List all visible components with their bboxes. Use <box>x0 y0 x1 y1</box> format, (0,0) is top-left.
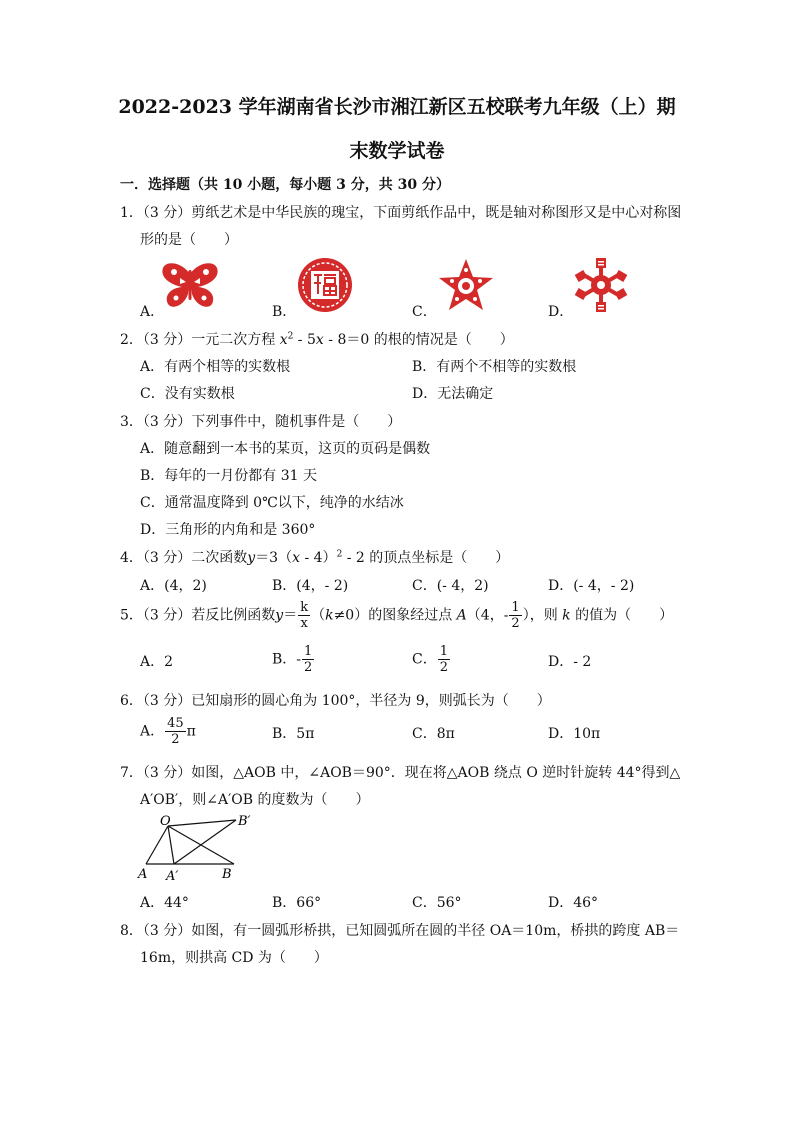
q8-stem-line1: 8．（3 分）如图，有一圆弧形桥拱，已知圆弧所在圆的半径 OA＝10m，桥拱的跨度 AB＝ <box>120 923 680 939</box>
fraction-numerator: 1 <box>511 600 520 615</box>
q8-stem-line2: 16m，则拱高 CD 为（ ） <box>140 950 328 966</box>
q7-stem-line1: 7．（3 分）如图，△AOB 中，∠AOB＝90°．现在将△AOB 绕点 O 逆时针旋转 44°得到△ <box>120 765 681 781</box>
var-k: k <box>562 607 571 624</box>
q5-stem-part: （ <box>311 607 326 624</box>
q5-stem-part: ），则 <box>522 607 563 624</box>
q5-stem <box>120 600 673 631</box>
page-title-line2: 末数学试卷 <box>349 140 445 162</box>
q6-option-b: B．5π <box>272 726 315 742</box>
fraction-half <box>509 600 521 631</box>
q5-stem-part: 5．（3 分）若反比例函数 <box>120 607 276 624</box>
q1-option-b: B． <box>272 304 297 320</box>
fu-seal-papercut-icon <box>296 256 354 314</box>
exponent: 2 <box>336 549 343 560</box>
q1-stem-line1: 1．（3 分）剪纸艺术是中华民族的瑰宝，下面剪纸作品中，既是轴对称图形又是中心对称图 <box>120 205 682 221</box>
exponent: 2 <box>287 331 294 342</box>
q2-option-a: A．有两个相等的实数根 <box>140 359 291 375</box>
fraction-numerator: 1 <box>439 644 448 659</box>
q1-option-c: C． <box>412 304 437 320</box>
q3-option-c: C．通常温度降到 0℃以下，纯净的水结冰 <box>140 495 404 511</box>
q2-stem <box>120 329 514 349</box>
q2-stem-part: - 8＝0 的根的情况是（ ） <box>323 332 514 348</box>
rotation-triangle-diagram <box>132 812 272 880</box>
q5-option-a: A．2 <box>140 654 174 670</box>
fraction-numerator: k <box>300 600 309 615</box>
fraction-45-over-2 <box>165 716 186 747</box>
q4-stem-part: - 2 的顶点坐标是（ ） <box>342 550 510 566</box>
q5-stem-part: 的值为（ ） <box>570 607 674 624</box>
q4-stem-part: 4．（3 分）二次函数 <box>120 550 248 566</box>
q1-option-d: D． <box>548 304 574 320</box>
q1-option-a: A． <box>140 304 165 320</box>
q7-option-d: D．46° <box>548 895 599 911</box>
label-a-prime: A′ <box>166 869 179 880</box>
fraction-denominator: 2 <box>439 660 448 675</box>
q6-option-a <box>140 716 196 747</box>
page-title-line1: 2022-2023 学年湖南省长沙市湘江新区五校联考九年级（上）期 <box>118 96 676 118</box>
q3-option-b: B．每年的一月份都有 31 天 <box>140 468 318 484</box>
label-a: A <box>138 867 148 880</box>
q5-option-b <box>272 644 315 675</box>
q4-option-d: D．(- 4，- 2) <box>548 578 635 594</box>
q4-stem-part: - 4） <box>300 550 337 566</box>
star-papercut-icon <box>438 258 494 312</box>
label-o: O <box>160 814 171 829</box>
point-a: A <box>456 607 467 624</box>
option-label: A． <box>140 723 165 740</box>
fraction-half <box>302 644 314 675</box>
q4-stem-part: ＝3（ <box>255 550 293 566</box>
q3-option-d: D．三角形的内角和是 360° <box>140 522 316 538</box>
var-x: x <box>315 332 324 348</box>
option-label: C． <box>412 651 437 668</box>
butterfly-papercut-icon <box>160 260 220 312</box>
fraction-denominator: 2 <box>511 616 520 631</box>
q5-stem-part: （4，- <box>466 607 509 624</box>
q7-option-a: A．44° <box>140 895 189 911</box>
fraction-k-over-x <box>298 600 310 631</box>
q2-stem-part: - 5 <box>293 332 316 348</box>
var-y: y <box>247 550 256 566</box>
q2-option-b: B．有两个不相等的实数根 <box>412 359 577 375</box>
pi-symbol: π <box>186 723 196 740</box>
fraction-denominator: 2 <box>171 732 180 747</box>
fraction-denominator: 2 <box>304 660 313 675</box>
equals-sign: ＝ <box>283 607 298 624</box>
q2-option-d: D．无法确定 <box>412 386 494 402</box>
q3-option-a: A．随意翻到一本书的某页，这页的页码是偶数 <box>140 441 431 457</box>
q7-option-c: C．56° <box>412 895 462 911</box>
q5-option-c <box>412 644 451 675</box>
q7-option-b: B．66° <box>272 895 322 911</box>
var-y: y <box>275 607 284 624</box>
q7-stem-line2: A′OB′，则∠A′OB 的度数为（ ） <box>140 792 370 808</box>
label-b: B <box>222 867 232 880</box>
q2-option-c: C．没有实数根 <box>140 386 235 402</box>
q5-stem-part: ≠0）的图象经过点 <box>333 607 457 624</box>
q6-option-d: D．10π <box>548 726 601 742</box>
q6-stem: 6．（3 分）已知扇形的圆心角为 100°，半径为 9，则弧长为（ ） <box>120 693 551 709</box>
snowflake-papercut-icon <box>572 256 630 314</box>
fraction-numerator: 45 <box>167 716 184 731</box>
fraction-half <box>438 644 450 675</box>
q6-option-c: C．8π <box>412 726 455 742</box>
section-heading: 一．选择题（共 10 小题，每小题 3 分，共 30 分） <box>120 177 450 193</box>
var-x: x <box>292 550 301 566</box>
fraction-denominator: x <box>300 616 308 631</box>
label-b-prime: B′ <box>238 814 251 829</box>
option-label: B．- <box>272 651 302 668</box>
var-k: k <box>325 607 334 624</box>
var-x: x <box>279 332 288 348</box>
q4-stem <box>120 547 509 567</box>
q2-stem-part: 2．（3 分）一元二次方程 <box>120 332 280 348</box>
q4-option-a: A．(4，2) <box>140 578 207 594</box>
fraction-numerator: 1 <box>304 644 313 659</box>
q4-option-b: B．(4，- 2) <box>272 578 349 594</box>
q4-option-c: C．(- 4，2) <box>412 578 489 594</box>
q5-option-d: D．- 2 <box>548 654 592 670</box>
q3-stem: 3．（3 分）下列事件中，随机事件是（ ） <box>120 414 402 430</box>
q1-stem-line2: 形的是（ ） <box>140 232 238 248</box>
